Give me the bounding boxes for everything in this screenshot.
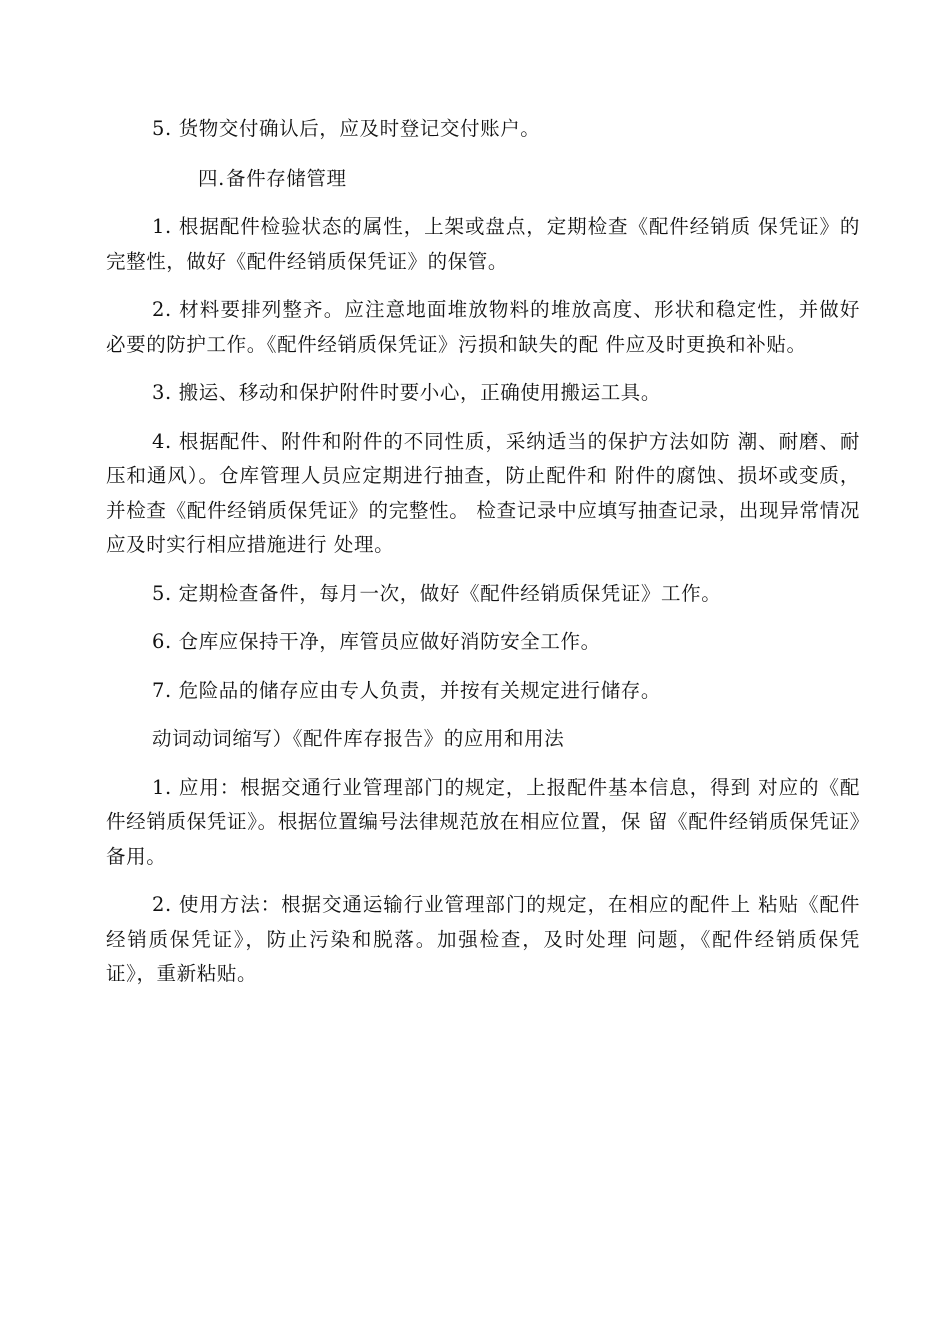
paragraph-storage-5: 5. 定期检查备件，每月一次，做好《配件经销质保凭证》工作。 [152, 581, 722, 605]
section-heading [106, 162, 860, 197]
paragraph-usage-1: 1. 应用：根据交通行业管理部门的规定，上报配件基本信息，得到 对应的《配件经销质保凭证》。根据位置编号法律规范放在相应位置，保 留《配件经销质保凭证》备用。 [106, 775, 860, 868]
paragraph-delivery-account: 5. 货物交付确认后，应及时登记交付账户。 [152, 117, 541, 140]
paragraph-storage-2: 2. 材料要排列整齐。应注意地面堆放物料的堆放高度、形状和稳定性，并做好必要的防护工作。《配件经销质保凭证》污损和缺失的配 件应及时更换和补贴。 [106, 298, 860, 356]
paragraph-storage-6: 6. 仓库应保持干净，库管员应做好消防安全工作。 [152, 630, 601, 653]
paragraph-storage-3: 3. 搬运、移动和保护附件时要小心，正确使用搬运工具。 [152, 381, 662, 404]
paragraph-storage-1: 1. 根据配件检验状态的属性，上架或盘点，定期检查《配件经销质 保凭证》的完整性，做好《配件经销质保凭证》的保管。 [106, 215, 860, 273]
document-body [106, 112, 860, 1006]
section-title: 备件存储管理 [226, 166, 347, 190]
paragraph-usage-2: 2. 使用方法：根据交通运输行业管理部门的规定，在相应的配件上 粘贴《配件经销质保凭证》，防止污染和脱落。加强检查，及时处理 问题，《配件经销质保凭证》，重新粘贴。 [106, 893, 860, 985]
subsection-heading: 动词动词缩写）《配件库存报告》的应用和用法 [152, 727, 565, 750]
section-number: 四. [198, 166, 225, 190]
paragraph-storage-4: 4. 根据配件、附件和附件的不同性质，采纳适当的保护方法如防 潮、耐磨、耐压和通风）。仓库管理人员应定期进行抽查，防止配件和 附件的腐蚀、损坏或变质，并检查《配件经销质保凭证》的完整性。 检查记录中应填写抽查记录，出现异常情况应及时实行相应措施进行 处理。 [106, 429, 860, 556]
paragraph-storage-7: 7. 危险品的储存应由专人负责，并按有关规定进行储存。 [152, 678, 662, 702]
